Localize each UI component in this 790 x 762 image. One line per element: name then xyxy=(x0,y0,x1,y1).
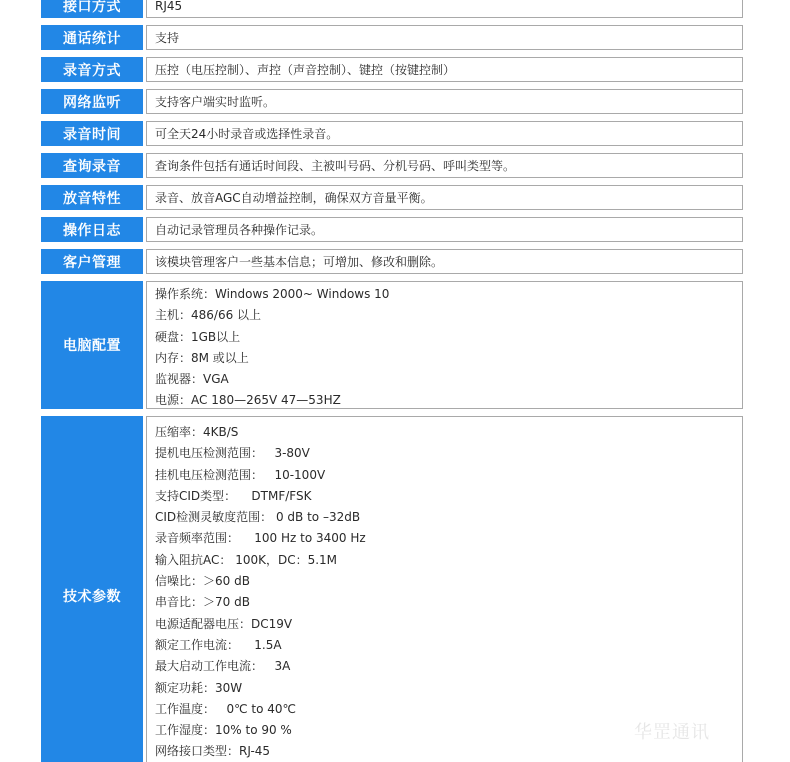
param-line: 信噪比：＞60 dB xyxy=(155,574,250,589)
config-line: 电源：AC 180—265V 47—53HZ xyxy=(155,393,341,408)
param-line: CID检测灵敏度范围： 0 dB to –32dB xyxy=(155,510,361,525)
row-label: 放音特性 xyxy=(41,185,143,210)
spec-row-interface xyxy=(41,0,743,18)
row-value: 录音、放音AGC自动增益控制，确保双方音量平衡。 xyxy=(146,185,743,210)
row-label: 查询录音 xyxy=(41,153,143,178)
spec-row-call-stats xyxy=(41,25,743,50)
row-label: 网络监听 xyxy=(41,89,143,114)
row-label: 录音时间 xyxy=(41,121,143,146)
row-value-list xyxy=(146,416,743,762)
row-value: 压控（电压控制）、声控（声音控制）、键控（按键控制） xyxy=(146,57,743,82)
param-line: 录音频率范围： 100 Hz to 3400 Hz xyxy=(155,531,366,546)
spec-row-operation-log xyxy=(41,217,743,242)
spec-row-network-monitor xyxy=(41,89,743,114)
config-line: 操作系统：Windows 2000~ Windows 10 xyxy=(155,287,390,301)
param-line: 最大启动工作电流： 3A xyxy=(155,659,291,674)
param-line: 电源适配器电压：DC19V xyxy=(155,616,293,631)
row-label: 客户管理 xyxy=(41,249,143,274)
row-label: 录音方式 xyxy=(41,57,143,82)
spec-row-customer-mgmt xyxy=(41,249,743,274)
param-line: 支持CID类型： DTMF/FSK xyxy=(155,488,312,503)
row-value: RJ45 xyxy=(146,0,743,18)
param-line: 额定工作电流： 1.5A xyxy=(155,637,282,652)
row-value: 可全天24小时录音或选择性录音。 xyxy=(146,121,743,146)
spec-row-tech-params xyxy=(41,416,743,762)
row-label: 接口方式 xyxy=(41,0,143,18)
row-value-list xyxy=(146,281,743,409)
param-line: 网络接口类型：RJ-45 xyxy=(155,744,271,759)
spec-row-pc-config xyxy=(41,281,743,409)
row-label: 技术参数 xyxy=(41,416,143,762)
spec-row-record-time xyxy=(41,121,743,146)
row-value: 查询条件包括有通话时间段、主被叫号码、分机号码、呼叫类型等。 xyxy=(146,153,743,178)
param-line: 提机电压检测范围： 3-80V xyxy=(155,446,310,461)
row-value: 自动记录管理员各种操作记录。 xyxy=(146,217,743,242)
row-value: 该模块管理客户一些基本信息；可增加、修改和删除。 xyxy=(146,249,743,274)
spec-row-query xyxy=(41,153,743,178)
param-line: 工作湿度：10% to 90 % xyxy=(155,723,292,738)
spec-row-playback xyxy=(41,185,743,210)
param-line: 挂机电压检测范围： 10-100V xyxy=(155,467,326,482)
row-value: 支持 xyxy=(146,25,743,50)
watermark: 华罡通讯 xyxy=(634,722,710,743)
param-line: 额定功耗：30W xyxy=(155,680,243,695)
spec-row-record-mode xyxy=(41,57,743,82)
config-line: 内存：8M 或以上 xyxy=(155,350,249,365)
config-line: 硬盘：1GB以上 xyxy=(155,329,241,344)
row-label: 通话统计 xyxy=(41,25,143,50)
row-value: 支持客户端实时监听。 xyxy=(146,89,743,114)
param-line: 输入阻抗AC： 100K，DC：5.1M xyxy=(155,552,338,567)
row-label: 电脑配置 xyxy=(41,281,143,409)
config-line: 主机：486/66 以上 xyxy=(155,308,262,323)
row-label: 操作日志 xyxy=(41,217,143,242)
param-line: 串音比：＞70 dB xyxy=(155,595,250,610)
param-line: 工作温度： 0℃ to 40℃ xyxy=(155,701,296,716)
param-line: 压缩率：4KB/S xyxy=(155,425,239,439)
config-line: 监视器：VGA xyxy=(155,372,229,387)
